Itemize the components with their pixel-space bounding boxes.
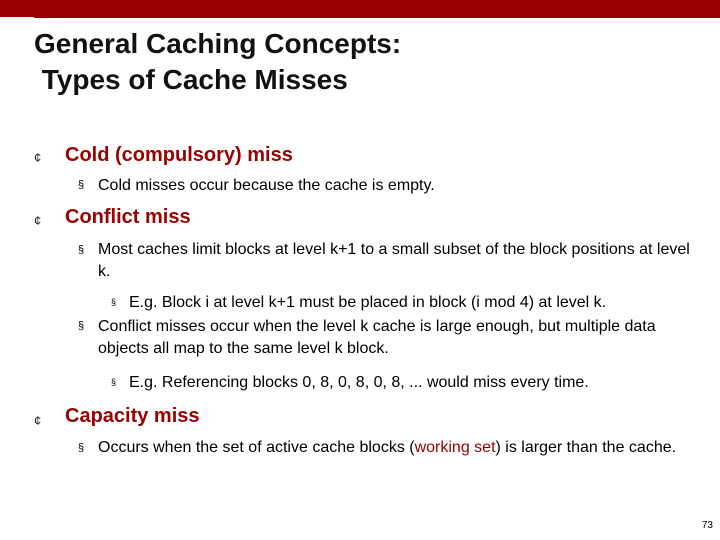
cold-miss-description: Cold misses occur because the cache is empty. [98, 177, 435, 194]
capacity-miss-description [98, 437, 698, 459]
bullet-marker-icon: ¢ [34, 413, 42, 428]
slide-title-line-2: Types of Cache Misses [34, 64, 348, 95]
capacity-miss-heading: Capacity miss [65, 405, 200, 427]
slide-title [34, 26, 401, 98]
capacity-text-before: Occurs when the set of active cache blocks ( [98, 439, 415, 456]
sub-bullet-marker-icon: § [78, 179, 85, 191]
conflict-miss-placement-example: E.g. Block i at level k+1 must be placed in block (i mod 4) at level k. [129, 294, 607, 311]
capacity-text-after: ) is larger than the cache. [495, 439, 677, 456]
slide-title-line-1: General Caching Concepts: [34, 28, 402, 59]
sub-sub-bullet-marker-icon: § [111, 297, 117, 307]
bullet-marker-icon: ¢ [34, 213, 42, 228]
page-number: 73 [701, 520, 713, 531]
working-set-term: working set [414, 439, 496, 456]
sub-sub-bullet-marker-icon: § [111, 377, 117, 387]
cold-miss-heading: Cold (compulsory) miss [65, 144, 293, 166]
conflict-miss-placement: Most caches limit blocks at level k+1 to a small subset of the block positions at level k. [98, 241, 690, 280]
bullet-marker-icon: ¢ [34, 150, 42, 165]
sub-bullet-marker-icon: § [78, 442, 85, 454]
conflict-miss-cause: Conflict misses occur when the level k cache is large enough, but multiple data objects all map to the same level k block. [98, 318, 656, 357]
title-rule [34, 14, 720, 18]
conflict-miss-heading: Conflict miss [65, 206, 191, 228]
sub-bullet-marker-icon: § [78, 244, 85, 256]
sub-bullet-marker-icon: § [78, 320, 85, 332]
conflict-miss-cause-example: E.g. Referencing blocks 0, 8, 0, 8, 0, 8, ... would miss every time. [129, 374, 589, 391]
